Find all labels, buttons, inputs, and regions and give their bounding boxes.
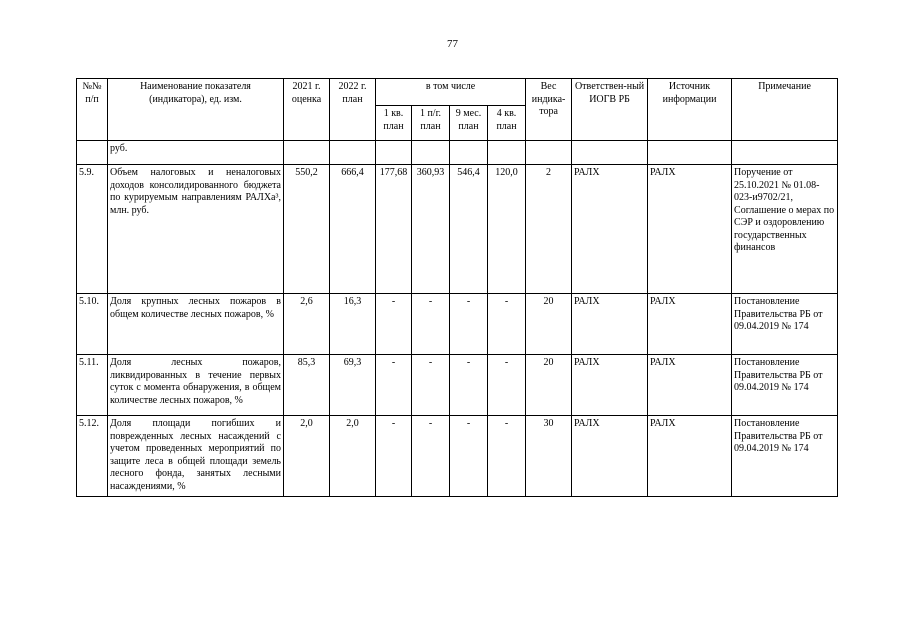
header-num: №№ п/п <box>77 79 108 141</box>
cell-h1: 360,93 <box>412 165 450 294</box>
table-row <box>77 294 838 355</box>
cell-name: Объем налоговых и неналоговых доходов консолидированного бюджета по курируемым направлениям РАЛХа³, млн. руб. <box>108 165 284 294</box>
cell-note: Постановление Правительства РБ от 09.04.2019 № 174 <box>732 416 838 497</box>
cell-num: 5.12. <box>77 416 108 497</box>
cell-h1: - <box>412 355 450 416</box>
cell-2021: 85,3 <box>284 355 330 416</box>
cell-q4: 120,0 <box>488 165 526 294</box>
cell-num: 5.9. <box>77 165 108 294</box>
cell-name: Доля площади погибших и поврежденных лесных насаждений с учетом проведенных мероприятий по защите леса в общей площади земель лесного фонда, занятых лесными насаждениями, % <box>108 416 284 497</box>
table-row <box>77 355 838 416</box>
cell-9m: 546,4 <box>450 165 488 294</box>
cell-source: РАЛХ <box>648 165 732 294</box>
header-responsible: Ответствен-ный ИОГВ РБ <box>572 79 648 141</box>
cell-2021: 2,0 <box>284 416 330 497</box>
cell-responsible: РАЛХ <box>572 294 648 355</box>
cell-num: 5.10. <box>77 294 108 355</box>
header-source: Источник информации <box>648 79 732 141</box>
header-9m: 9 мес. план <box>450 106 488 141</box>
header-note: Примечание <box>732 79 838 141</box>
cell-weight: 20 <box>526 294 572 355</box>
cell-weight: 30 <box>526 416 572 497</box>
cell-q1: - <box>376 294 412 355</box>
cell-9m: - <box>450 294 488 355</box>
cell-q1: - <box>376 355 412 416</box>
cell-h1: - <box>412 416 450 497</box>
cell-2021: 2,6 <box>284 294 330 355</box>
cell-2022: 69,3 <box>330 355 376 416</box>
cell-name: руб. <box>108 141 284 165</box>
cell-weight: 2 <box>526 165 572 294</box>
cell-q1: - <box>376 416 412 497</box>
cell-num: 5.11. <box>77 355 108 416</box>
header-q1: 1 кв. план <box>376 106 412 141</box>
cell-weight: 20 <box>526 355 572 416</box>
cell-9m: - <box>450 355 488 416</box>
table-row <box>77 165 838 294</box>
page-number: 77 <box>447 38 458 50</box>
cell-q1: 177,68 <box>376 165 412 294</box>
cell-note: Постановление Правительства РБ от 09.04.2019 № 174 <box>732 355 838 416</box>
cell-source: РАЛХ <box>648 294 732 355</box>
header-name: Наименование показателя (индикатора), ед. изм. <box>108 79 284 141</box>
table-row <box>77 141 838 165</box>
header-q4: 4 кв. план <box>488 106 526 141</box>
cell-responsible: РАЛХ <box>572 165 648 294</box>
cell-source: РАЛХ <box>648 355 732 416</box>
cell-9m: - <box>450 416 488 497</box>
cell-2022: 2,0 <box>330 416 376 497</box>
cell-q4: - <box>488 416 526 497</box>
cell-q4: - <box>488 294 526 355</box>
cell-source: РАЛХ <box>648 416 732 497</box>
header-2022: 2022 г. план <box>330 79 376 141</box>
indicators-table <box>76 78 838 497</box>
cell-responsible: РАЛХ <box>572 355 648 416</box>
cell-h1: - <box>412 294 450 355</box>
cell-2021: 550,2 <box>284 165 330 294</box>
cell-2022: 16,3 <box>330 294 376 355</box>
header-h1: 1 п/г. план <box>412 106 450 141</box>
cell-responsible: РАЛХ <box>572 416 648 497</box>
cell-note: Поручение от 25.10.2021 № 01.08-023-и9702/21, Соглашение о мерах по СЭР и оздоровлению государственных финансов <box>732 165 838 294</box>
header-weight: Вес индика-тора <box>526 79 572 141</box>
cell-name: Доля лесных пожаров, ликвидированных в течение первых суток с момента обнаружения, в общем количестве лесных пожаров, % <box>108 355 284 416</box>
cell-q4: - <box>488 355 526 416</box>
table-row <box>77 416 838 497</box>
cell-2022: 666,4 <box>330 165 376 294</box>
header-2021: 2021 г. оценка <box>284 79 330 141</box>
cell-note: Постановление Правительства РБ от 09.04.2019 № 174 <box>732 294 838 355</box>
header-including: в том числе <box>376 79 526 106</box>
cell-name: Доля крупных лесных пожаров в общем количестве лесных пожаров, % <box>108 294 284 355</box>
